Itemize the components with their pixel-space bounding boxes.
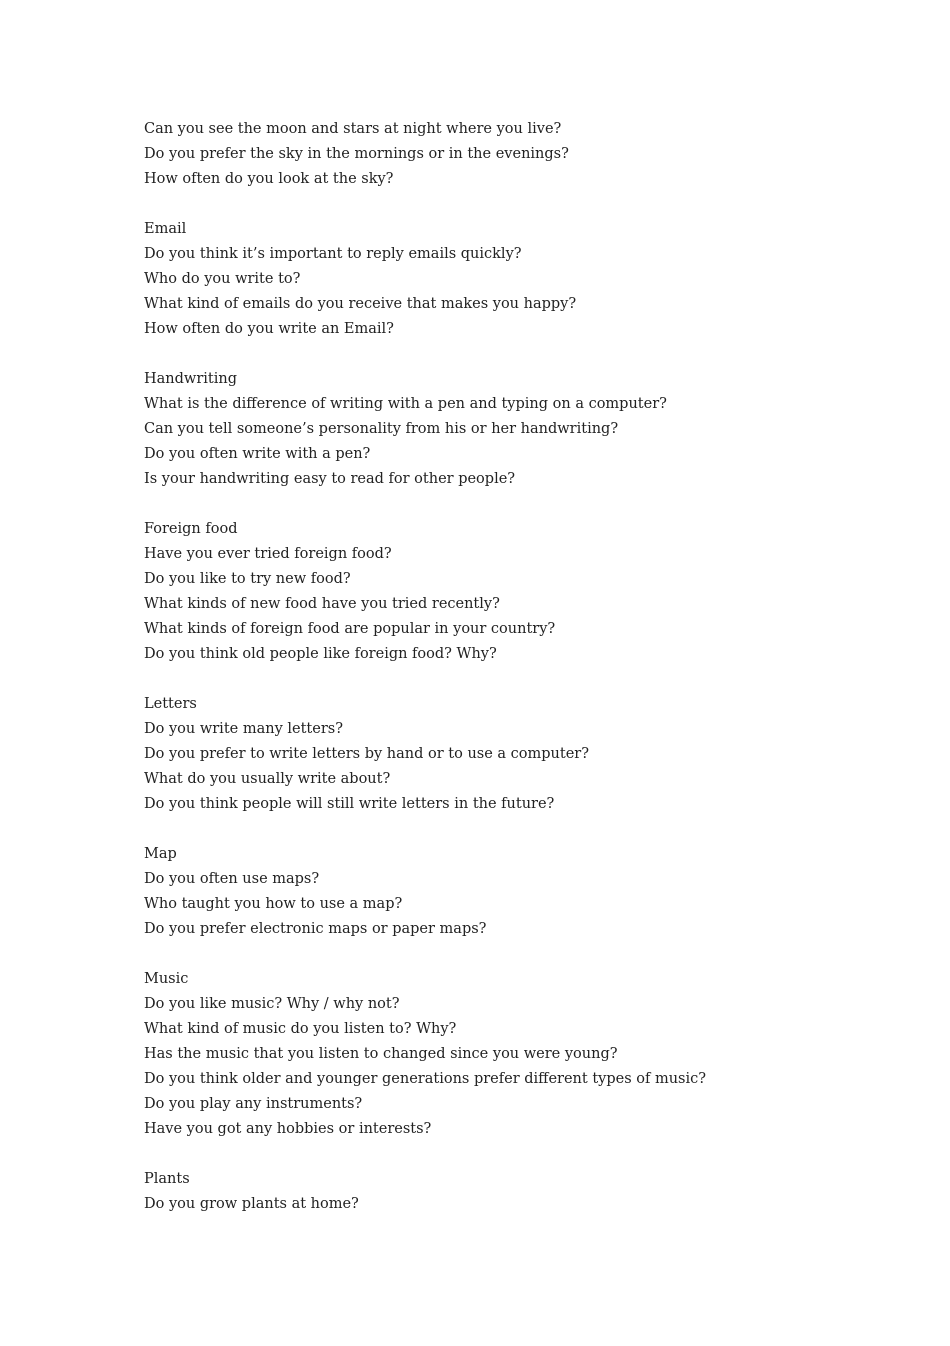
section-gap (144, 1142, 924, 1167)
section-gap (144, 492, 924, 517)
section-plants (144, 1167, 924, 1217)
section-email (144, 217, 924, 342)
question-line: What kind of music do you listen to? Why? (144, 1021, 457, 1037)
question-line: Do you prefer to write letters by hand or to use a computer? (144, 746, 590, 762)
section-gap (144, 667, 924, 692)
question-line: Do you think old people like foreign food? Why? (144, 646, 497, 662)
section-gap (144, 942, 924, 967)
section-gap (144, 192, 924, 217)
question-line: What do you usually write about? (144, 771, 391, 787)
question-line: Do you think people will still write letters in the future? (144, 796, 555, 812)
question-line: Do you prefer electronic maps or paper maps? (144, 921, 487, 937)
section-gap (144, 342, 924, 367)
section-handwriting (144, 367, 924, 492)
question-line: Who taught you how to use a map? (144, 896, 403, 912)
question-line: Is your handwriting easy to read for other people? (144, 471, 516, 487)
section-foreign-food (144, 517, 924, 667)
question-line: Do you think it’s important to reply emails quickly? (144, 246, 522, 262)
question-line: Who do you write to? (144, 271, 301, 287)
section-letters (144, 692, 924, 817)
intro-block (144, 117, 924, 192)
section-heading: Email (144, 221, 187, 237)
question-line: How often do you write an Email? (144, 321, 394, 337)
document-body (144, 117, 924, 1217)
question-line: What is the difference of writing with a pen and typing on a computer? (144, 396, 667, 412)
question-line: Do you play any instruments? (144, 1096, 363, 1112)
question-line: Do you prefer the sky in the mornings or in the evenings? (144, 146, 569, 162)
question-line: What kind of emails do you receive that makes you happy? (144, 296, 577, 312)
question-line: Have you ever tried foreign food? (144, 546, 392, 562)
question-line: What kinds of new food have you tried recently? (144, 596, 500, 612)
question-line: Do you grow plants at home? (144, 1196, 359, 1212)
section-heading: Handwriting (144, 371, 237, 387)
question-line: Can you tell someone’s personality from his or her handwriting? (144, 421, 619, 437)
question-line: Have you got any hobbies or interests? (144, 1121, 432, 1137)
section-heading: Letters (144, 696, 197, 712)
question-line: Do you like to try new food? (144, 571, 351, 587)
question-line: Do you like music? Why / why not? (144, 996, 400, 1012)
question-line: Do you often use maps? (144, 871, 320, 887)
section-music (144, 967, 924, 1142)
section-map (144, 842, 924, 942)
section-heading: Music (144, 971, 189, 987)
question-line: Do you often write with a pen? (144, 446, 371, 462)
question-line: Has the music that you listen to changed since you were young? (144, 1046, 618, 1062)
question-line: Do you write many letters? (144, 721, 343, 737)
question-line: Do you think older and younger generations prefer different types of music? (144, 1071, 707, 1087)
section-heading: Plants (144, 1171, 190, 1187)
section-gap (144, 817, 924, 842)
question-line: Can you see the moon and stars at night where you live? (144, 121, 562, 137)
question-line: How often do you look at the sky? (144, 171, 394, 187)
question-line: What kinds of foreign food are popular in your country? (144, 621, 556, 637)
section-heading: Map (144, 846, 177, 862)
section-heading: Foreign food (144, 521, 238, 537)
